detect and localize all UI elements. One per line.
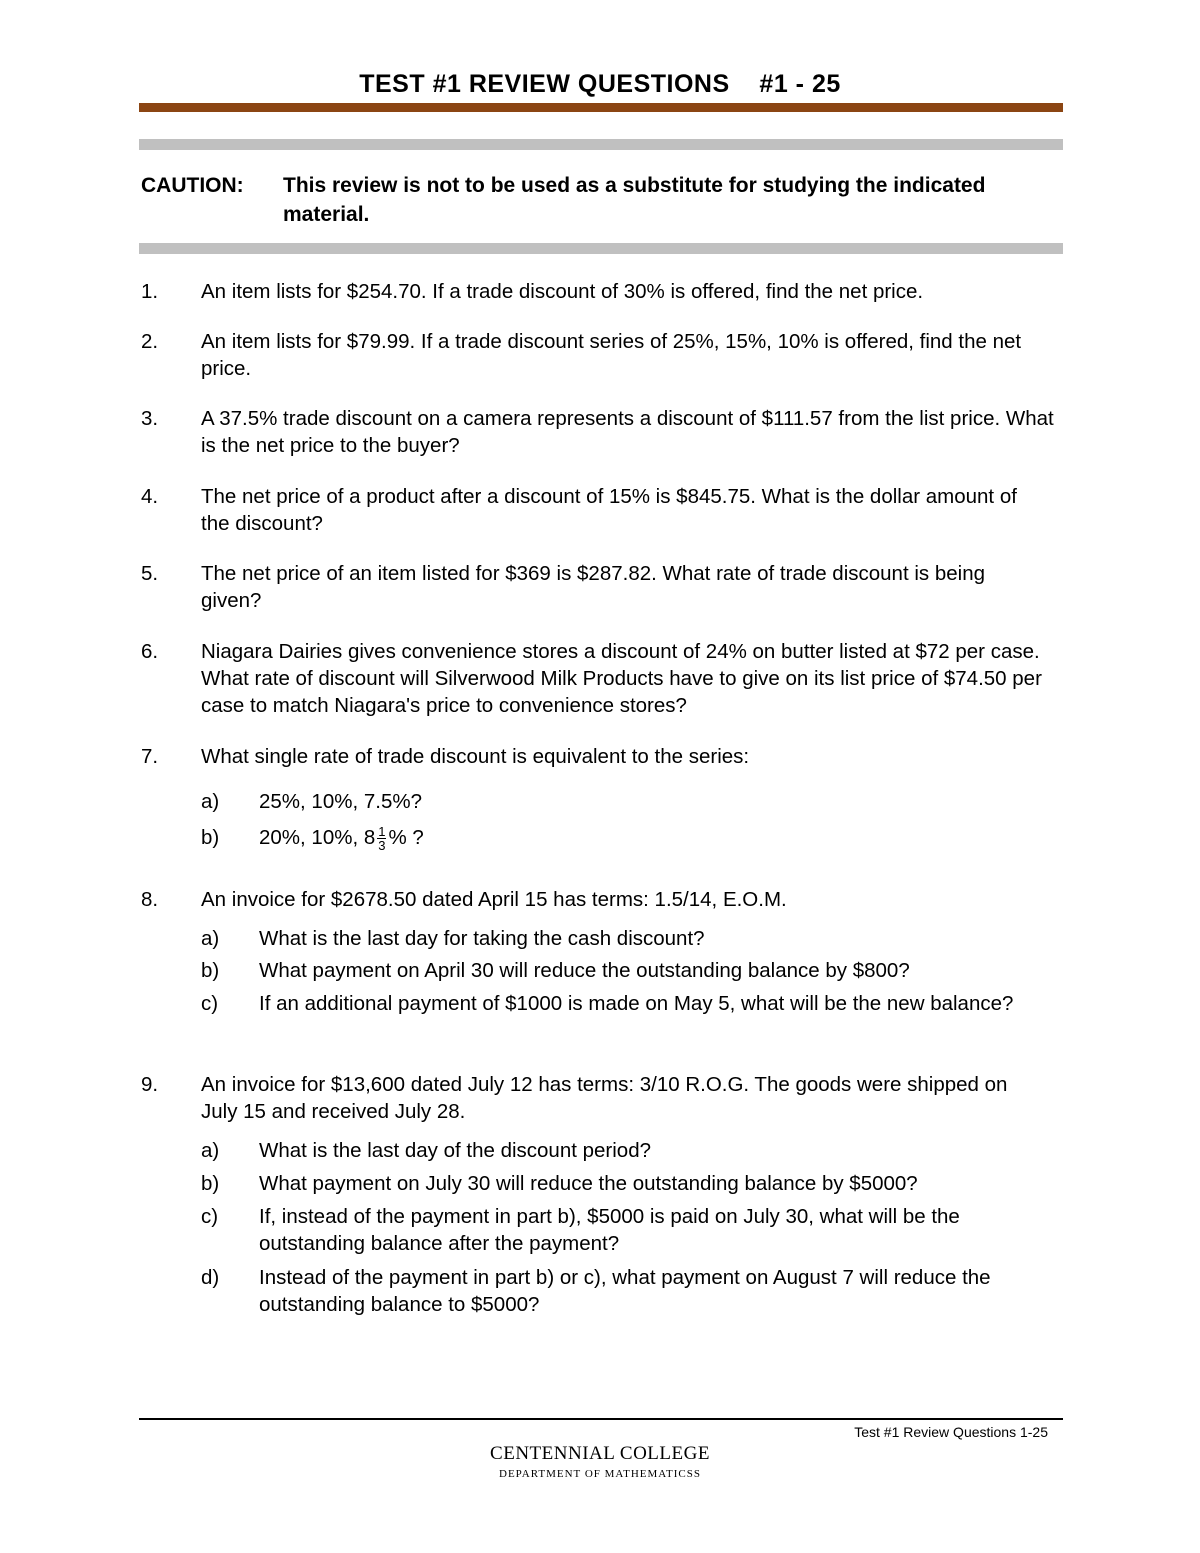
question-number: 4. <box>141 485 159 508</box>
part-label: b) <box>201 1172 220 1195</box>
part-text: 25%, 10%, 7.5%? <box>259 790 422 813</box>
question-text: The net price of an item listed for $369 is $287.82. What rate of trade discount is being given? <box>201 562 986 612</box>
college-name: CENTENNIAL COLLEGE <box>490 1443 710 1464</box>
question-text: The net price of a product after a discount of 15% is $845.75. What is the dollar amount of the discount? <box>201 485 1017 535</box>
caution-bottom-divider <box>139 243 1063 254</box>
title-divider <box>139 103 1063 112</box>
part-text-after: % ? <box>388 826 424 849</box>
part-text: What is the last day of the discount period? <box>259 1139 652 1162</box>
part-label: b) <box>201 959 220 982</box>
part-text: If an additional payment of $1000 is made on May 5, what will be the new balance? <box>259 992 1014 1015</box>
caution-top-divider <box>139 139 1063 150</box>
part-text: What is the last day for taking the cash discount? <box>259 927 705 950</box>
question-text: An item lists for $254.70. If a trade discount of 30% is offered, find the net price. <box>201 280 924 303</box>
question-number: 9. <box>141 1073 159 1096</box>
part-text: If, instead of the payment in part b), $5000 is paid on July 30, what will be the outstanding balance after the payment? <box>259 1205 960 1255</box>
part-label: c) <box>201 1205 219 1228</box>
part-text: Instead of the payment in part b) or c), what payment on August 7 will reduce the outstanding balance to $5000? <box>259 1266 991 1316</box>
part-label: a) <box>201 790 220 813</box>
fraction <box>377 825 386 852</box>
question-number: 8. <box>141 888 159 911</box>
part-label: c) <box>201 992 219 1015</box>
question-number: 3. <box>141 407 159 430</box>
page-title: TEST #1 REVIEW QUESTIONS #1 - 25 <box>359 70 841 98</box>
fraction-numerator: 1 <box>378 824 386 840</box>
question-number: 5. <box>141 562 159 585</box>
caution-label: CAUTION: <box>141 174 244 197</box>
question-text: What single rate of trade discount is equivalent to the series: <box>201 745 750 768</box>
question-text: An invoice for $13,600 dated July 12 has terms: 3/10 R.O.G. The goods were shipped on July 15 and received July 28. <box>201 1073 1008 1123</box>
footer-divider <box>139 1418 1063 1420</box>
department-name: DEPARTMENT OF MATHEMATICSS <box>499 1468 701 1480</box>
part-text-before: 20%, 10%, 8 <box>259 826 376 849</box>
caution-text: This review is not to be used as a substitute for studying the indicated material. <box>283 174 986 226</box>
part-label: a) <box>201 927 220 950</box>
part-label: a) <box>201 1139 220 1162</box>
question-number: 2. <box>141 330 159 353</box>
question-number: 1. <box>141 280 159 303</box>
question-text: Niagara Dairies gives convenience stores a discount of 24% on butter listed at $72 per case. What rate of discount will Silverwood Milk Products have to give on its list price of $74.50 per case to match Niagara's price to convenience stores? <box>201 640 1042 717</box>
question-text: A 37.5% trade discount on a camera represents a discount of $111.57 from the list price. What is the net price to the buyer? <box>201 407 1054 457</box>
fraction-denominator: 3 <box>378 838 386 854</box>
question-text: An item lists for $79.99. If a trade discount series of 25%, 15%, 10% is offered, find the net price. <box>201 330 1022 380</box>
footer-page-label: Test #1 Review Questions 1-25 <box>854 1424 1048 1440</box>
question-number: 6. <box>141 640 159 663</box>
part-text: What payment on July 30 will reduce the outstanding balance by $5000? <box>259 1172 918 1195</box>
part-label: b) <box>201 826 220 849</box>
question-text: An invoice for $2678.50 dated April 15 has terms: 1.5/14, E.O.M. <box>201 888 787 911</box>
question-number: 7. <box>141 745 159 768</box>
part-text: What payment on April 30 will reduce the outstanding balance by $800? <box>259 959 910 982</box>
part-label: d) <box>201 1266 220 1289</box>
part-text <box>259 824 1049 852</box>
